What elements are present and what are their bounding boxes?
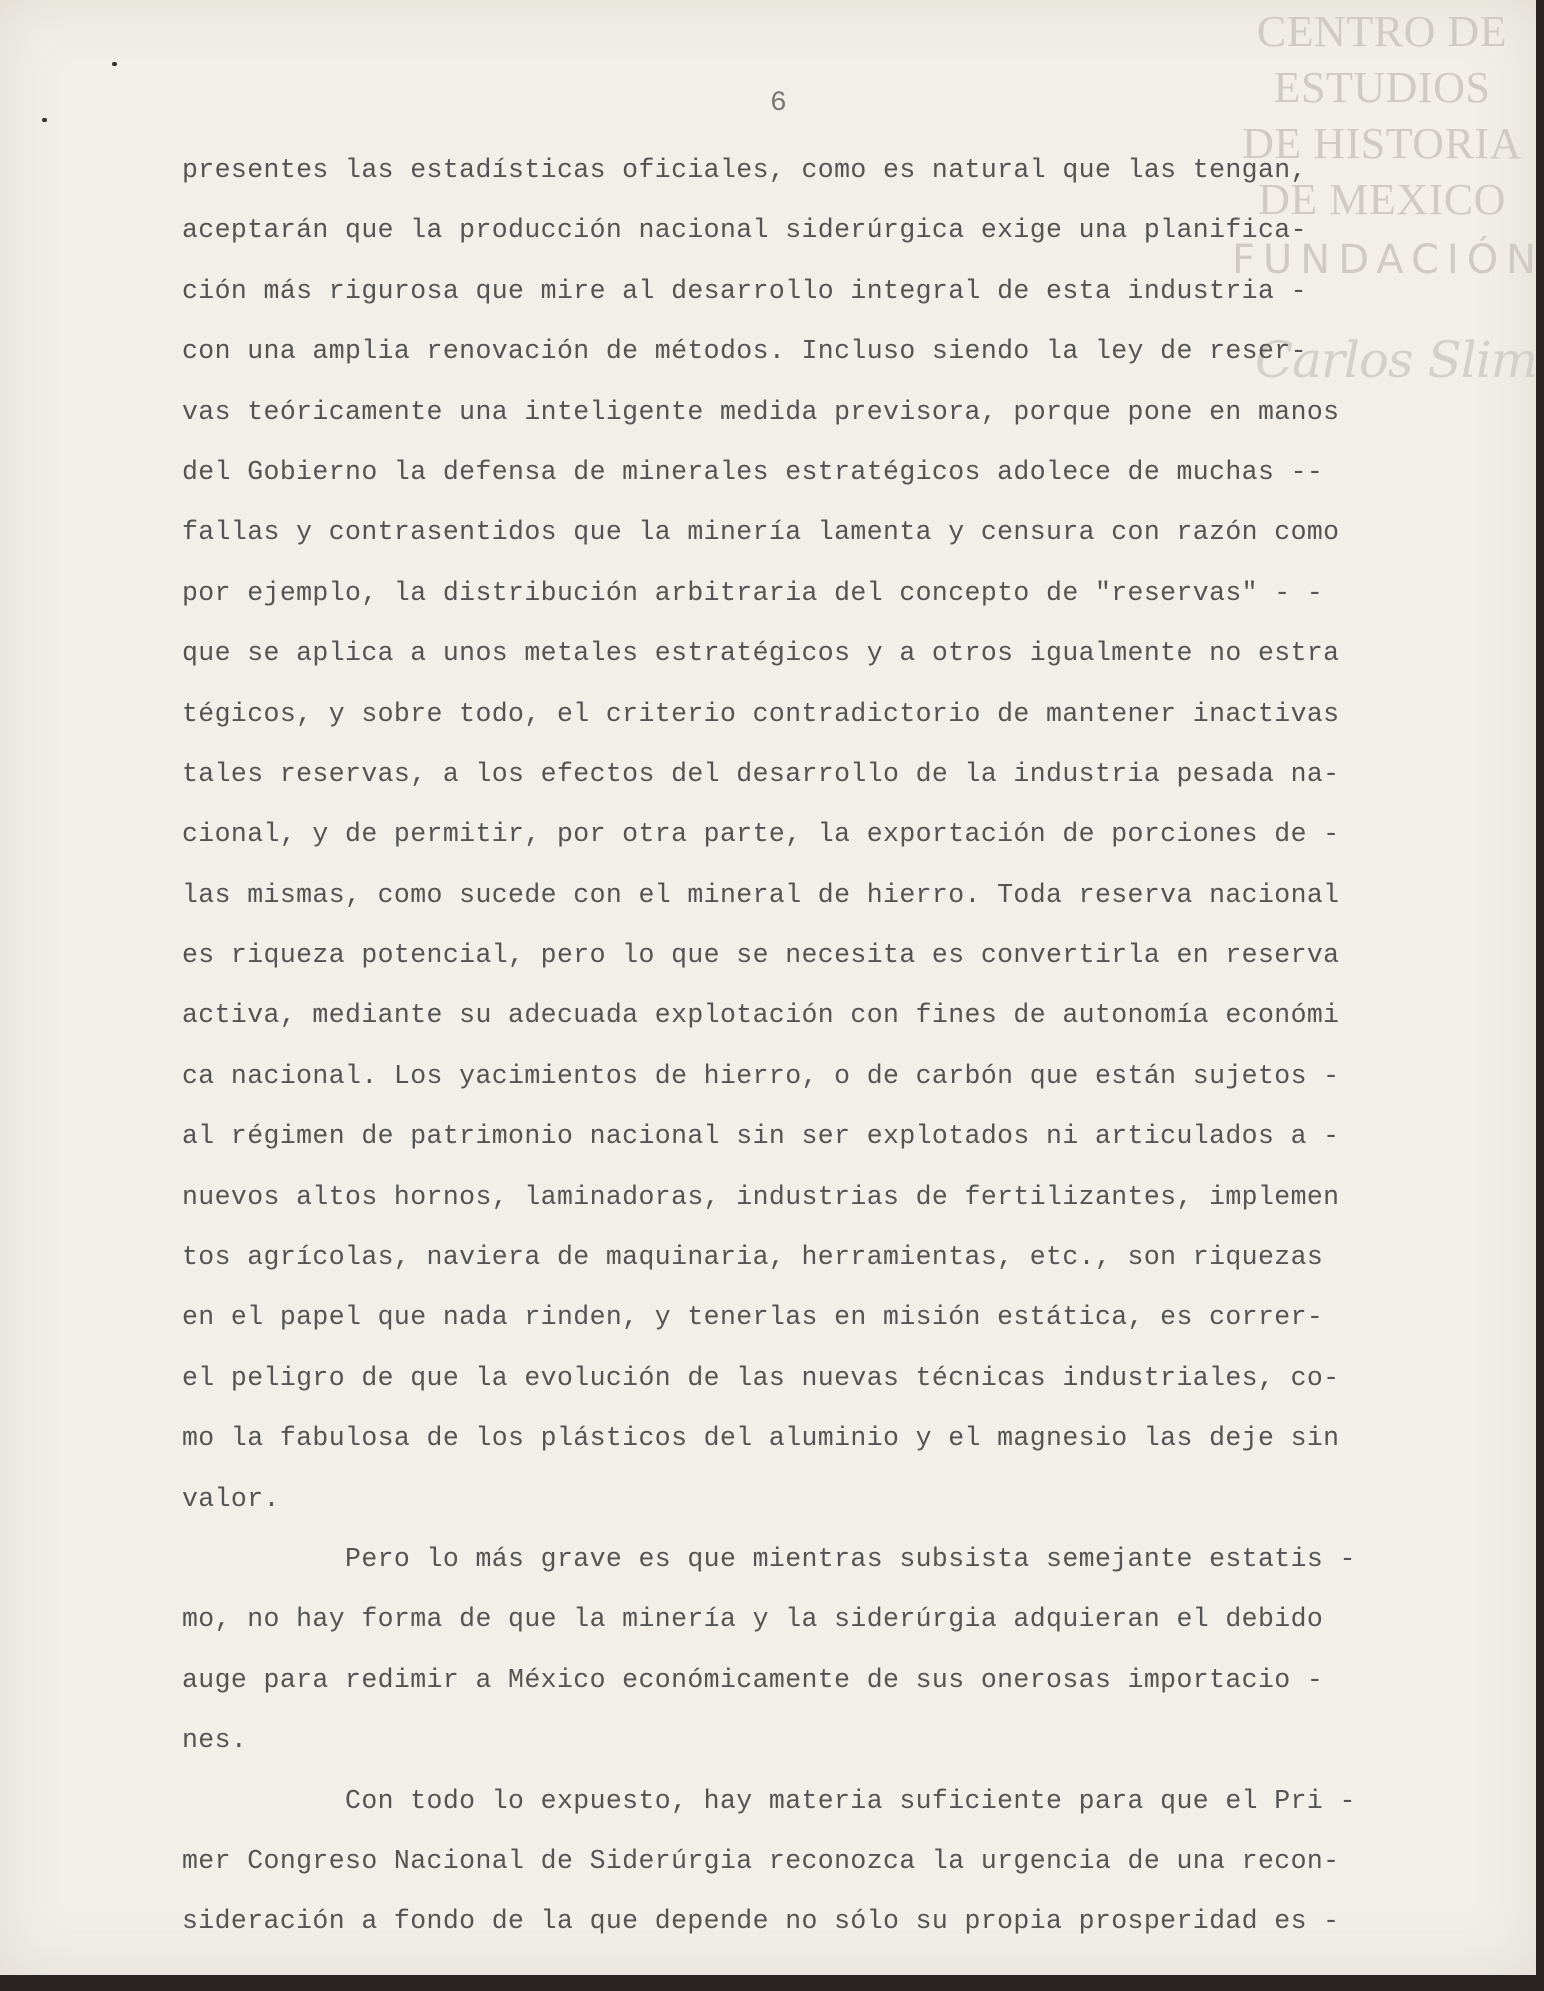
text-line: auge para redimir a México económicamente de sus onerosas importacio -	[182, 1664, 1324, 1695]
text-line: vas teóricamente una inteligente medida previsora, porque pone en manos	[182, 396, 1340, 427]
text-line: las mismas, como sucede con el mineral de hierro. Toda reserva nacional	[182, 879, 1340, 910]
text-line: tos agrícolas, naviera de maquinaria, herramientas, etc., son riquezas	[182, 1242, 1324, 1273]
text-line: por ejemplo, la distribución arbitraria del concepto de "reservas" - -	[182, 577, 1324, 608]
text-line: mer Congreso Nacional de Siderúrgia reconozca la urgencia de una recon-	[182, 1845, 1340, 1876]
watermark-foundation: FUNDACIÓN	[1232, 237, 1544, 283]
paper-speck	[112, 62, 117, 66]
paper-speck	[42, 118, 47, 122]
text-line: sideración a fondo de la que depende no sólo su propia prosperidad es -	[182, 1906, 1340, 1937]
text-line: en el papel que nada rinden, y tenerlas en misión estática, es correr-	[182, 1302, 1324, 1333]
text-line: con una amplia renovación de métodos. Incluso siendo la ley de reser-	[182, 336, 1307, 367]
text-line: Con todo lo expuesto, hay materia suficiente para que el Pri -	[182, 1785, 1356, 1816]
text-line: el peligro de que la evolución de las nuevas técnicas industriales, co-	[182, 1362, 1340, 1393]
page-number: 6	[770, 88, 787, 119]
text-line: fallas y contrasentidos que la minería lamenta y censura con razón como	[182, 517, 1340, 548]
watermark-line: DE MEXICO	[1258, 175, 1506, 224]
text-line: nes.	[182, 1725, 248, 1756]
text-line: ción más rigurosa que mire al desarrollo integral de esta industria -	[182, 275, 1307, 306]
watermark-line: CENTRO DE	[1256, 7, 1508, 56]
typed-body-text	[182, 140, 1482, 1952]
watermark-line: DE HISTORIA	[1242, 119, 1522, 168]
text-line: mo la fabulosa de los plásticos del aluminio y el magnesio las deje sin	[182, 1423, 1340, 1454]
text-line: Pero lo más grave es que mientras subsista semejante estatis -	[182, 1543, 1356, 1574]
text-line: ca nacional. Los yacimientos de hierro, o de carbón que están sujetos -	[182, 1060, 1340, 1091]
text-line: del Gobierno la defensa de minerales estratégicos adolece de muchas --	[182, 456, 1324, 487]
text-line: nuevos altos hornos, laminadoras, industrias de fertilizantes, implemen	[182, 1181, 1340, 1212]
text-line: aceptarán que la producción nacional siderúrgica exige una planifica-	[182, 215, 1307, 246]
text-line: tales reservas, a los efectos del desarrollo de la industria pesada na-	[182, 758, 1340, 789]
text-line: cional, y de permitir, por otra parte, la exportación de porciones de -	[182, 819, 1340, 850]
text-line: al régimen de patrimonio nacional sin ser explotados ni articulados a -	[182, 1121, 1340, 1152]
watermark-signature: Carlos Slim	[1254, 331, 1538, 389]
text-line: valor.	[182, 1483, 280, 1514]
text-line: mo, no hay forma de que la minería y la siderúrgia adquieran el debido	[182, 1604, 1324, 1635]
text-line: es riqueza potencial, pero lo que se necesita es convertirla en reserva	[182, 940, 1340, 971]
text-line: tégicos, y sobre todo, el criterio contradictorio de mantener inactivas	[182, 698, 1340, 729]
text-line: que se aplica a unos metales estratégicos y a otros igualmente no estra	[182, 638, 1340, 669]
text-line: activa, mediante su adecuada explotación con fines de autonomía económi	[182, 1000, 1340, 1031]
watermark-line: ESTUDIOS	[1273, 63, 1491, 112]
text-line: presentes las estadísticas oficiales, como es natural que las tengan,	[182, 155, 1307, 185]
